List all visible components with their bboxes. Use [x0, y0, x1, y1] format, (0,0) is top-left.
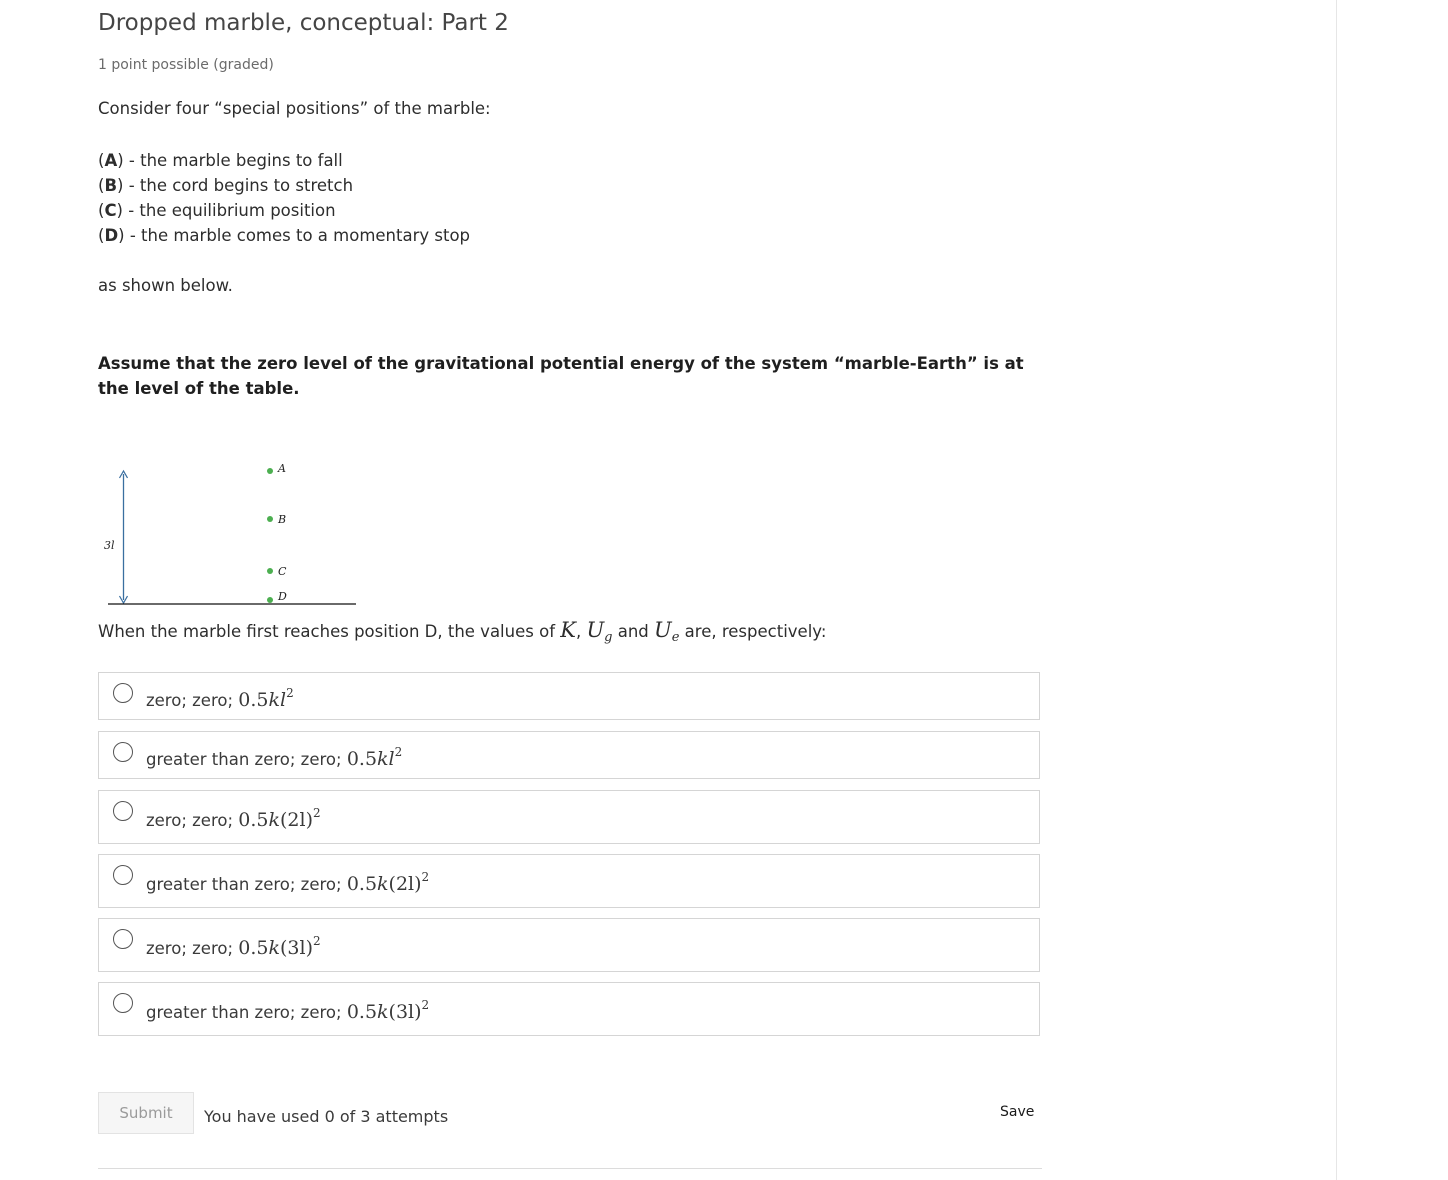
point-a-dot [267, 468, 273, 474]
choice-label-6: greater than zero; zero; $0.5k(3l)^2$ [146, 998, 430, 1023]
choice-label-4: greater than zero; zero; $0.5k(2l)^2$ [146, 870, 430, 895]
marble-diagram [98, 458, 368, 610]
choice-radio-1[interactable] [113, 683, 133, 703]
choice-radio-6[interactable] [113, 993, 133, 1013]
choice-option-4[interactable] [98, 854, 1040, 908]
point-b-label: B [278, 513, 287, 526]
choice-radio-3[interactable] [113, 801, 133, 821]
submit-button[interactable]: Submit [98, 1092, 194, 1134]
point-b-dot [267, 516, 273, 522]
choice-label-1: zero; zero; $0.5kl^2$ [146, 686, 294, 711]
position-a: (A) - the marble begins to fall [98, 151, 343, 170]
choice-radio-5[interactable] [113, 929, 133, 949]
point-c-dot [267, 568, 273, 574]
choice-label-3: zero; zero; $0.5k(2l)^2$ [146, 806, 321, 831]
choice-option-3[interactable] [98, 790, 1040, 844]
bottom-divider [98, 1168, 1042, 1169]
choice-option-5[interactable] [98, 918, 1040, 972]
height-label: 3l [104, 539, 115, 552]
position-c: (C) - the equilibrium position [98, 201, 336, 220]
shown-below-text: as shown below. [98, 276, 233, 295]
choice-radio-4[interactable] [113, 865, 133, 885]
right-divider [1336, 0, 1337, 1180]
choice-option-6[interactable] [98, 982, 1040, 1036]
choice-label-2: greater than zero; zero; $0.5kl^2$ [146, 745, 403, 770]
attempts-text: You have used 0 of 3 attempts [204, 1107, 449, 1126]
point-d-dot [267, 597, 273, 603]
intro-text: Consider four “special positions” of the marble: [98, 99, 491, 118]
choice-option-2[interactable] [98, 731, 1040, 779]
position-d: (D) - the marble comes to a momentary stop [98, 226, 471, 245]
point-c-label: C [278, 565, 287, 578]
assumption-text: Assume that the zero level of the gravitational potential energy of the system “marble-Earth” is at the level of the table. [98, 354, 1024, 398]
question-text: When the marble first reaches position D, the values of K, $U_g$ and $U_e$ are, respectively: [98, 618, 827, 645]
position-b: (B) - the cord begins to stretch [98, 176, 354, 195]
points-possible: 1 point possible (graded) [98, 57, 274, 73]
problem-title: Dropped marble, conceptual: Part 2 [98, 10, 509, 36]
choice-option-1[interactable] [98, 672, 1040, 720]
choice-radio-2[interactable] [113, 742, 133, 762]
save-button[interactable]: Save [1000, 1104, 1035, 1120]
positions-list [98, 148, 470, 248]
point-d-label: D [278, 590, 287, 603]
choice-label-5: zero; zero; $0.5k(3l)^2$ [146, 934, 321, 959]
point-a-label: A [278, 462, 286, 475]
